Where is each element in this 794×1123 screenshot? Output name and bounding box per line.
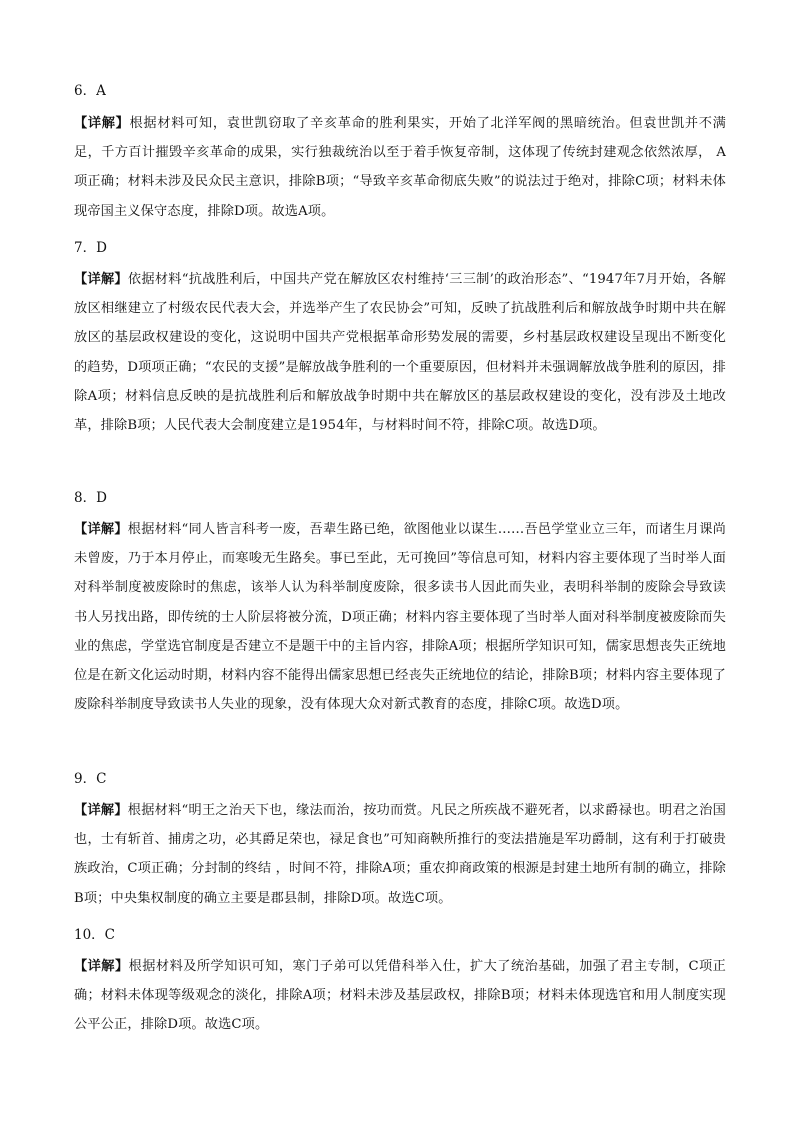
- answer-number-7: 7．D: [74, 240, 107, 256]
- explanation-6: [74, 109, 726, 226]
- detail-tag: 【详解】: [74, 803, 128, 818]
- explanation-text: 根据材料“同人皆言科考一废，吾辈生路已绝，欲图他业以谋生……吾邑学堂业立三年，而诸生月课尚未曾废，乃于本月停止，而寒唆无生路矣。事已至此，无可挽回”等信息可知，材料内容主要体现了当时举人面对科举制度被废除时的焦虑，该举人认为科举制度废除，很多读书人因此而失业，表明科举制的废除会导致读书人另找出路，即传统的士人阶层将被分流，D项正确；材料内容主要体现了当时举人面对科举制度被废除而失业的焦虑，学堂选官制度是否建立不是题干中的主旨内容，排除A项；根据所学知识可知，儒家思想丧失正统地位是在新文化运动时期，材料内容不能得出儒家思想已经丧失正统地位的结论，排除B项；材料内容主要体现了废除科举制度导致读书人失业的现象，没有体现大众对新式教育的态度，排除C项。故选D项。: [74, 522, 726, 713]
- answer-number-8: 8．D: [74, 490, 107, 506]
- explanation-7: [74, 265, 726, 440]
- explanation-9: [74, 796, 726, 913]
- explanation-text: 根据材料及所学知识可知，寒门子弟可以凭借科举入仕，扩大了统治基础，加强了君主专制，C项正确；材料未体现等级观念的淡化，排除A项；材料未涉及基层政权，排除B项；材料未体现选官和用人制度实现公平公正，排除D项。故选C项。: [74, 959, 726, 1033]
- explanation-text: 根据材料“明王之治天下也，缘法而治，按功而赏。凡民之所疾战不避死者，以求爵禄也。明君之治国也，士有斩首、捕虏之功，必其爵足荣也，禄足食也”可知商鞅所推行的变法措施是军功爵制，这有利于打破贵族政治，C项正确；分封制的终结 ，时间不符，排除A项；重农抑商政策的根源是封建土地所有制的确立，排除B项；中央集权制度的确立主要是郡县制，排除D项。故选C项。: [74, 803, 726, 906]
- explanation-text: 依据材料“抗战胜利后，中国共产党在解放区农村维持‘三三制’的政治形态”、“1947年7月开始，各解放区相继建立了村级农民代表大会，并选举产生了农民协会”可知，反映了抗战胜利后和解放战争时期中共在解放区的基层政权建设的变化，这说明中国共产党根据革命形势发展的需要，乡村基层政权建设呈现出不断变化的趋势，D项项正确；“农民的支援”是解放战争胜利的一个重要原因，但材料并未强调解放战争胜利的原因，排除A项；材料信息反映的是抗战胜利后和解放战争时期中共在解放区的基层政权建设的变化，没有涉及土地改革，排除B项；人民代表大会制度建立是1954年，与材料时间不符，排除C项。故选D项。: [74, 272, 726, 434]
- detail-tag: 【详解】: [74, 116, 130, 131]
- answer-number-9: 9．C: [74, 771, 107, 787]
- answer-number-6: 6．A: [74, 83, 106, 99]
- explanation-text: 根据材料可知，袁世凯窃取了辛亥革命的胜利果实，开始了北洋军阀的黑暗统治。但袁世凯并不满足，千方百计摧毁辛亥革命的成果，实行独裁统治以至于着手恢复帝制，这体现了传统封建观念依然浓厚， A项正确；材料未涉及民众民主意识，排除B项；“导致辛亥革命彻底失败”的说法过于绝对，排除C项；材料未体现帝国主义保守态度，排除D项。故选A项。: [74, 116, 726, 219]
- answer-number-10: 10．C: [74, 927, 116, 943]
- detail-tag: 【详解】: [74, 272, 128, 287]
- explanation-10: [74, 952, 726, 1040]
- detail-tag: 【详解】: [74, 522, 128, 537]
- detail-tag: 【详解】: [74, 959, 129, 974]
- explanation-8: [74, 515, 726, 719]
